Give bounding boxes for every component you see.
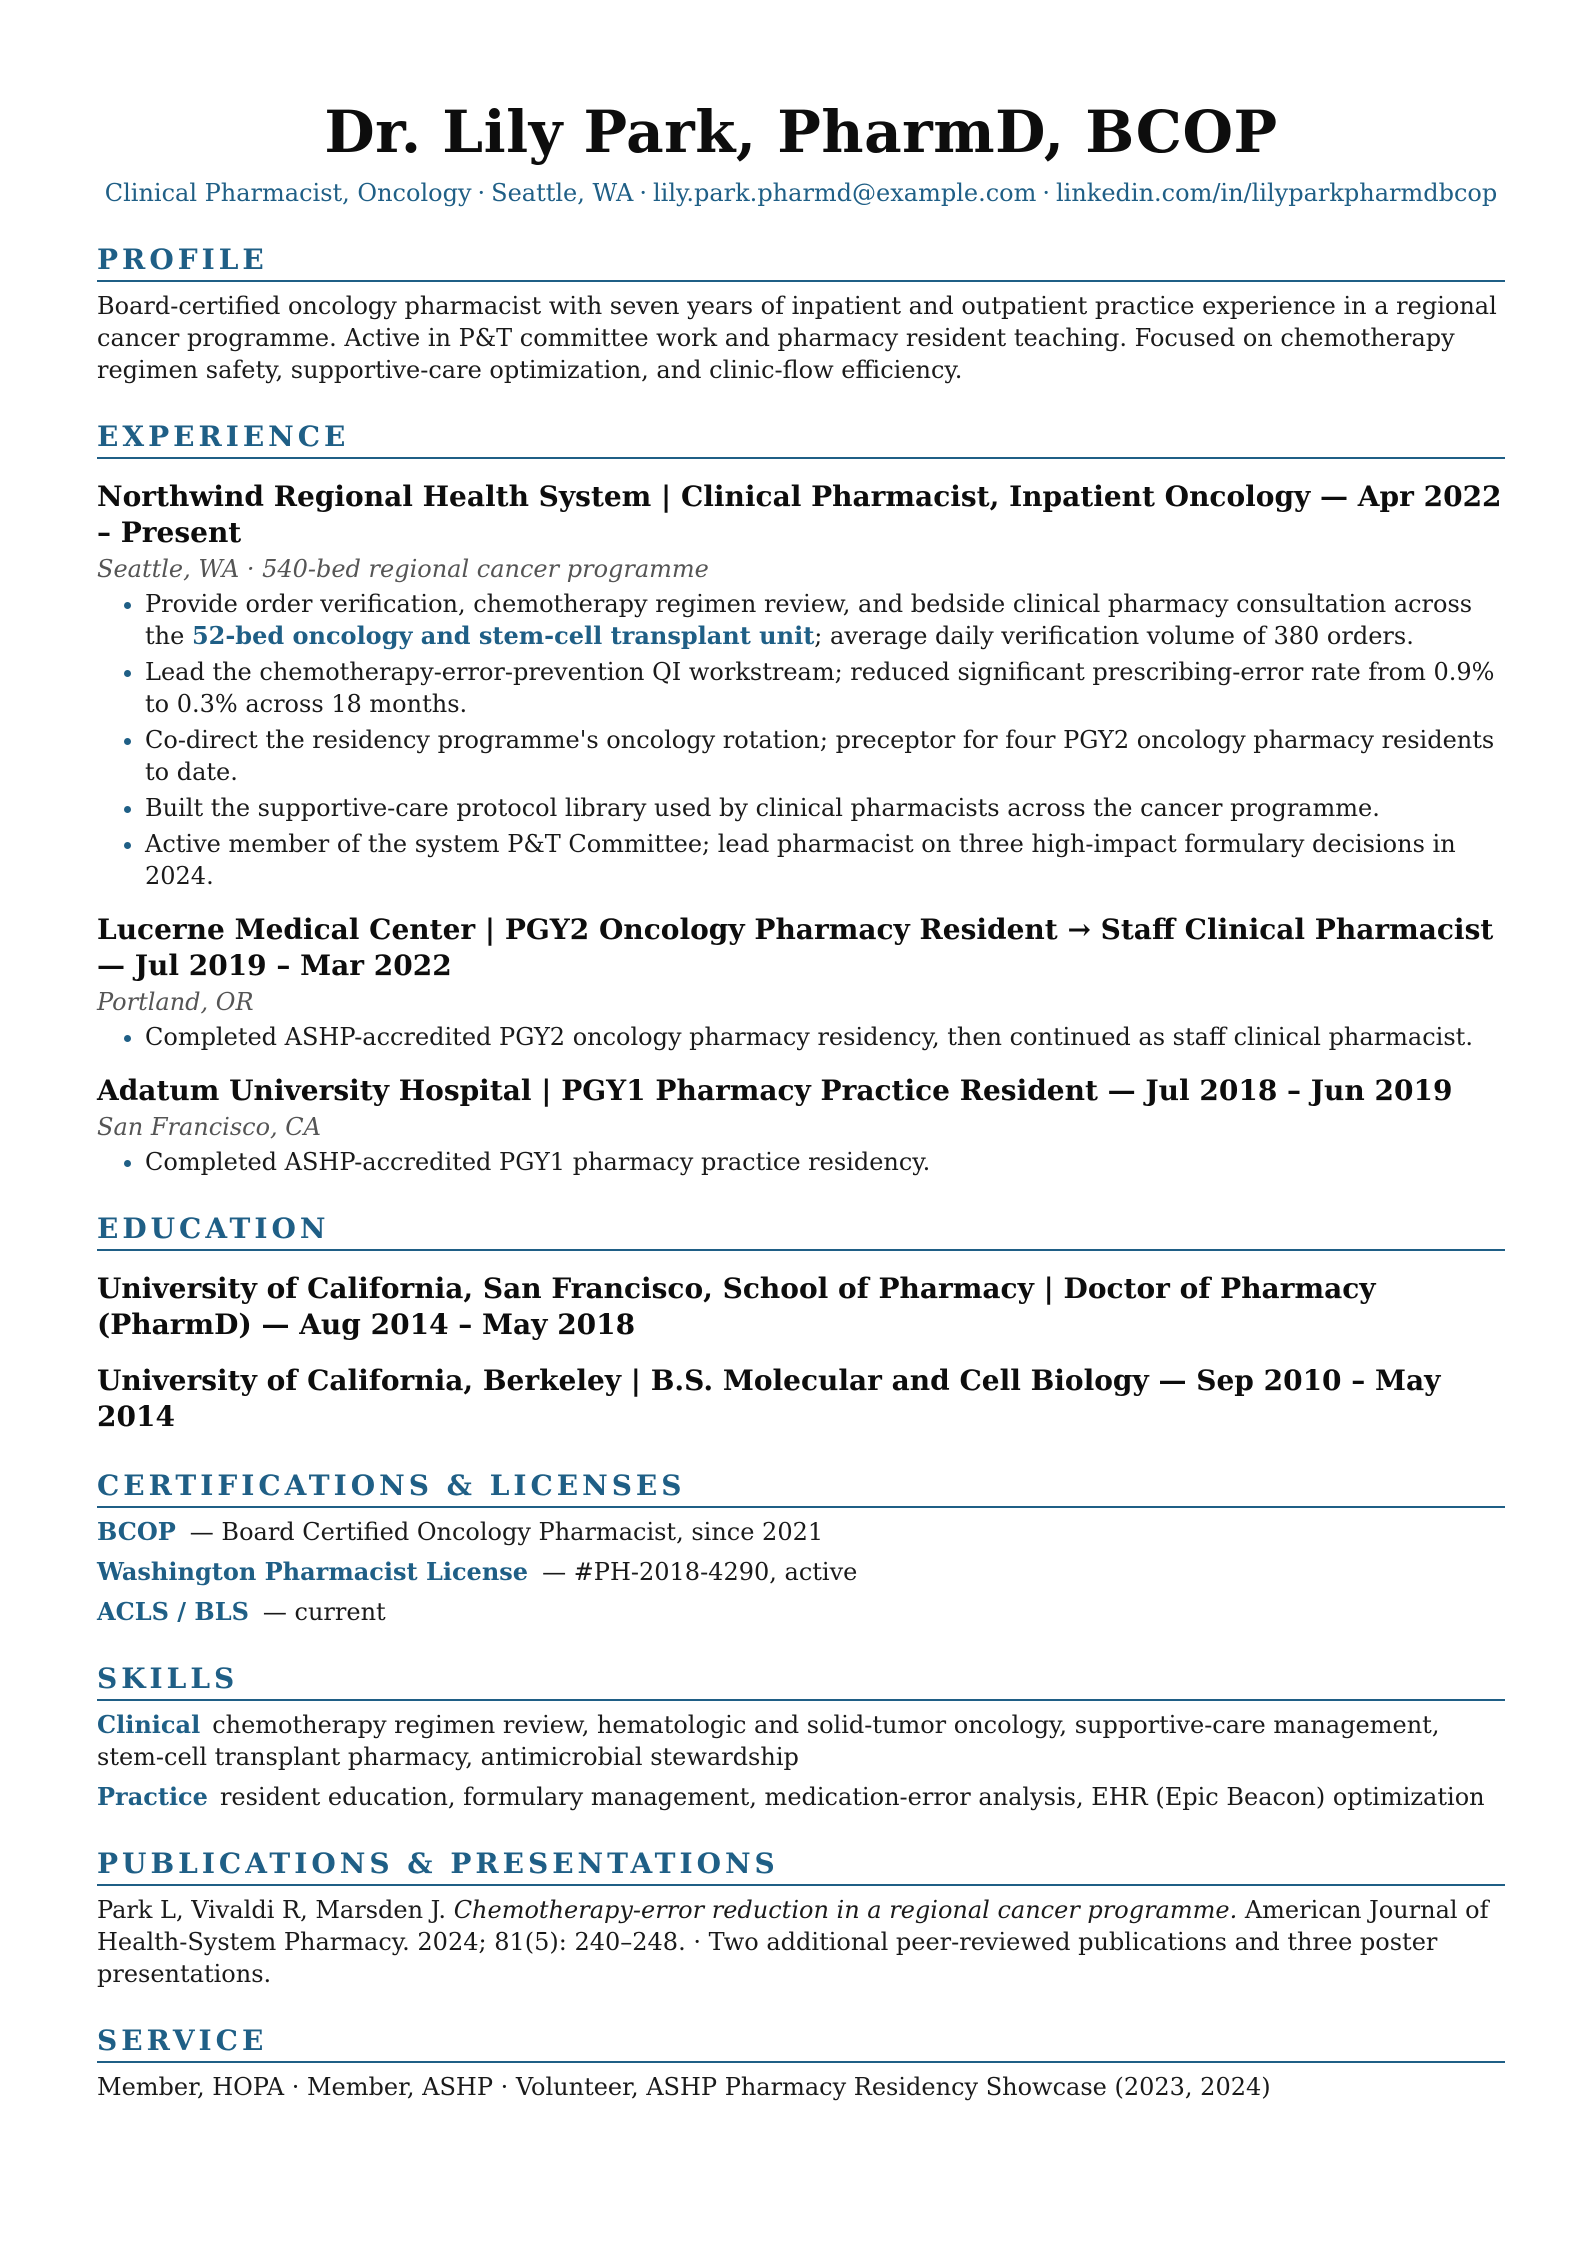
profile-text: Board-certified oncology pharmacist with seven years of inpatient and outpatient practice experience in a regional cancer programme. Active in P&T committee work and pharmacy resident teaching. Focused on chemotherapy regimen safety, supportive-care optimization, and clinic-flow efficiency.: [97, 292, 1497, 384]
certification-name: Washington Pharmacist License: [97, 1557, 529, 1586]
education-entry: University of California, San Francisco, School of Pharmacy | Doctor of Pharmacy (PharmD) — Aug 2014 – May 2018: [97, 1272, 1376, 1341]
education-entry: University of California, Berkeley | B.S. Molecular and Cell Biology — Sep 2010 – May 2014: [97, 1364, 1441, 1433]
skill-group-name: Practice: [97, 1782, 208, 1811]
certification-detail: — #PH-2018-4290, active: [542, 1558, 858, 1586]
job-heading: Adatum University Hospital | PGY1 Pharmacy Practice Resident — Jul 2018 – Jun 2019: [97, 1074, 1453, 1107]
certification-item: [97, 1556, 1505, 1588]
skill-group: [97, 1781, 1505, 1813]
candidate-name: Dr. Lily Park, PharmD, BCOP: [324, 98, 1278, 166]
certification-name: BCOP: [97, 1517, 176, 1546]
job-bullet: • Lead the chemotherapy-error-prevention QI workstream; reduced significant prescribing-error rate from 0.9% to 0.3% across 18 months.: [145, 656, 1505, 720]
job-bullets: [97, 1146, 1505, 1178]
section-title-experience: EXPERIENCE: [97, 420, 1505, 459]
highlight-text: 52-bed oncology and stem-cell transplant unit: [191, 621, 815, 650]
job-bullets: [97, 588, 1505, 892]
contact-title: Clinical Pharmacist, Oncology: [104, 179, 472, 207]
skill-group-name: Clinical: [97, 1710, 201, 1739]
section-service: [97, 2024, 1505, 2103]
job-entry: [97, 912, 1505, 1053]
section-skills: [97, 1662, 1505, 1813]
job-meta: Seattle, WA · 540-bed regional cancer programme: [97, 555, 709, 583]
certification-name: ACLS / BLS: [97, 1597, 249, 1626]
section-certifications: [97, 1469, 1505, 1628]
job-bullet: • Active member of the system P&T Committee; lead pharmacist on three high-impact formulary decisions in 2024.: [145, 828, 1505, 892]
section-title-profile: PROFILE: [97, 243, 1505, 282]
service-text: Member, HOPA · Member, ASHP · Volunteer, ASHP Pharmacy Residency Showcase (2023, 2024): [97, 2073, 1271, 2101]
job-entry: [97, 1073, 1505, 1178]
job-bullet: • Completed ASHP-accredited PGY1 pharmacy practice residency.: [145, 1146, 1505, 1178]
job-meta: Portland, OR: [97, 988, 254, 1016]
section-title-education: EDUCATION: [97, 1212, 1505, 1251]
publication-authors: Park L, Vivaldi R, Marsden J.: [97, 1896, 454, 1924]
contact-linkedin[interactable]: linkedin.com/in/lilyparkpharmdbcop: [1056, 179, 1498, 207]
section-title-publications: PUBLICATIONS & PRESENTATIONS: [97, 1847, 1505, 1886]
section-title-service: SERVICE: [97, 2024, 1505, 2063]
job-heading: Lucerne Medical Center | PGY2 Oncology Pharmacy Resident → Staff Clinical Pharmacist — Jul 2019 – Mar 2022: [97, 913, 1494, 982]
publication-text: [97, 1894, 1505, 1990]
section-education: [97, 1212, 1505, 1435]
contact-line: Clinical Pharmacist, Oncology · Seattle, WA · lily.park.pharmd@example.com · linkedin.com/in/lilyparkpharmdbcop: [104, 179, 1498, 207]
contact-location: Seattle, WA: [491, 179, 634, 207]
publication-article: Chemotherapy-error reduction in a regional cancer programme.: [453, 1896, 1238, 1924]
contact-email[interactable]: lily.park.pharmd@example.com: [652, 179, 1037, 207]
certification-item: [97, 1596, 1505, 1628]
skill-group-detail: chemotherapy regimen review, hematologic and solid-tumor oncology, supportive-care management, stem-cell transplant pharmacy, antimicrobial stewardship: [97, 1711, 1440, 1771]
job-bullet: • Built the supportive-care protocol library used by clinical pharmacists across the cancer programme.: [145, 792, 1505, 824]
section-title-skills: SKILLS: [97, 1662, 1505, 1701]
section-profile: [97, 243, 1505, 386]
section-publications: [97, 1847, 1505, 1990]
job-heading: Northwind Regional Health System | Clinical Pharmacist, Inpatient Oncology — Apr 2022 – Present: [97, 480, 1502, 549]
publication-details: American Journal of Health-System Pharmacy. 2024; 81(5): 240–248. · Two additional peer-reviewed publications and three poster presentations.: [97, 1896, 1489, 1988]
resume-page: [97, 0, 1505, 2103]
skill-group: [97, 1709, 1505, 1773]
job-entry: [97, 479, 1505, 892]
job-meta: San Francisco, CA: [97, 1113, 322, 1141]
certification-item: [97, 1516, 1505, 1548]
skill-group-detail: resident education, formulary management, medication-error analysis, EHR (Epic Beacon) optimization: [219, 1783, 1485, 1811]
job-bullet: • Completed ASHP-accredited PGY2 oncology pharmacy residency, then continued as staff clinical pharmacist.: [145, 1021, 1505, 1053]
certification-detail: — Board Certified Oncology Pharmacist, since 2021: [189, 1518, 824, 1546]
section-title-certifications: CERTIFICATIONS & LICENSES: [97, 1469, 1505, 1508]
job-bullets: [97, 1021, 1505, 1053]
section-experience: [97, 420, 1505, 1178]
job-bullet: • Co-direct the residency programme's oncology rotation; preceptor for four PGY2 oncology pharmacy residents to date.: [145, 724, 1505, 788]
certification-detail: — current: [262, 1598, 386, 1626]
job-bullet: • Provide order verification, chemotherapy regimen review, and bedside clinical pharmacy consultation across the 52-bed oncology and stem-cell transplant unit; average daily verification volume of 380 orders.: [145, 588, 1505, 652]
